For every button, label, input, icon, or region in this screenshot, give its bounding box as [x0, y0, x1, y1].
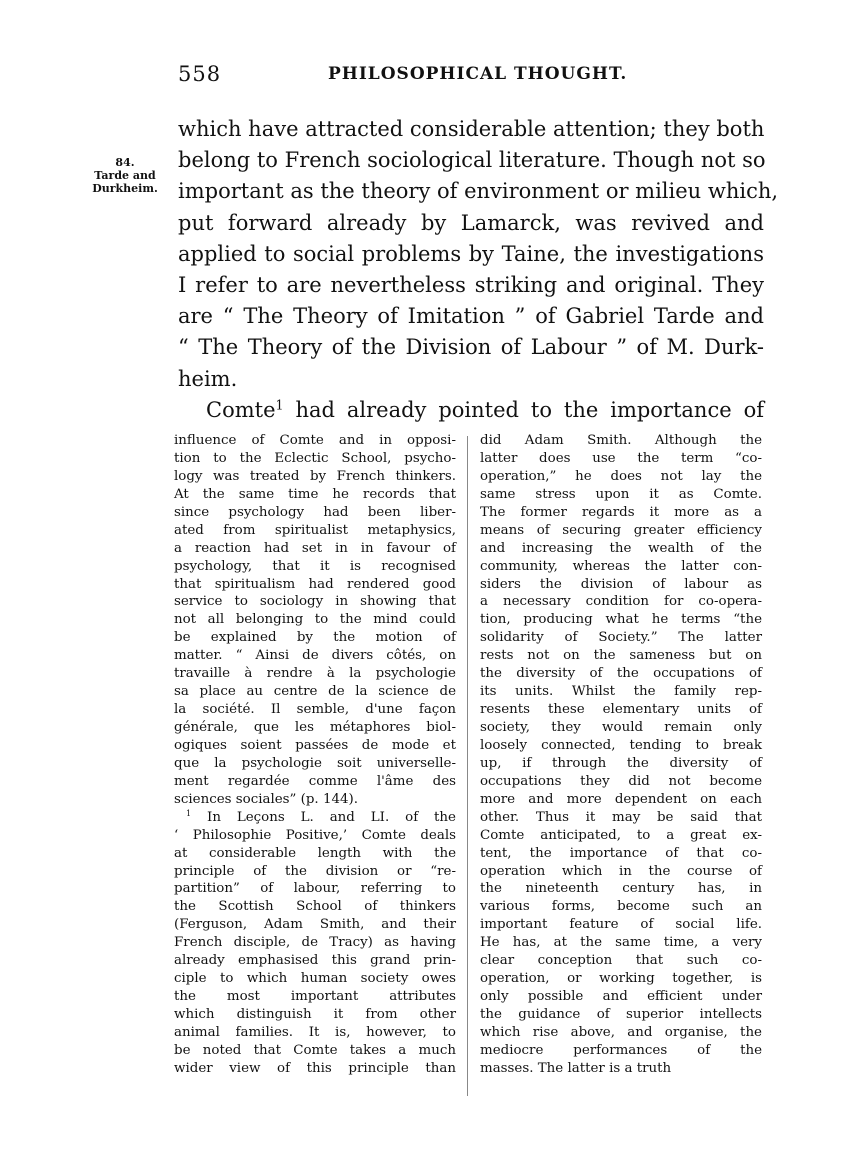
text-line: are “ The Theory of Imitation ” of Gabriel Tarde and — [178, 304, 764, 329]
footnote-line: générale, que les métaphores biol- — [174, 720, 456, 735]
footnote-line: the diversity of the occupations of — [480, 666, 762, 682]
footnote-line — [174, 809, 456, 827]
text-line: “ The Theory of the Division of Labour ” of M. Durk- — [178, 335, 764, 360]
footnote-line: since psychology had been liber- — [174, 504, 456, 520]
text-line: put forward already by Lamarck, was revived and — [178, 210, 764, 235]
footnote-line: matter. “ Ainsi de divers côtés, on — [174, 648, 456, 664]
footnote-line: latter does use the term “co- — [480, 450, 762, 466]
footnote-line: masses. The latter is a truth — [480, 1060, 672, 1076]
running-title: PHILOSOPHICAL THOUGHT. — [328, 64, 628, 84]
footnote-line: did Adam Smith. Although the — [480, 433, 762, 448]
text-fragment: had already pointed to the importance of — [283, 397, 764, 422]
footnote-line: its units. Whilst the family rep- — [480, 684, 762, 700]
footnote-line: more and more dependent on each — [480, 791, 762, 807]
footnote-line: French disciple, de Tracy) as having — [174, 935, 456, 951]
column-divider — [467, 436, 468, 1096]
footnote-line: community, whereas the latter con- — [480, 558, 762, 574]
footnote-line: be explained by the motion of — [174, 630, 456, 646]
footnote-line: sa place au centre de la science de — [174, 684, 456, 700]
margin-note-line: Durkheim. — [92, 182, 158, 195]
footnote-line: solidarity of Society.” The latter — [480, 630, 762, 646]
text-line-with-footnote-ref — [178, 395, 764, 426]
footnote-line: influence of Comte and in opposi- — [174, 433, 456, 448]
footnote-marker: 1 — [186, 808, 192, 818]
footnote-line: same stress upon it as Comte. — [480, 486, 762, 502]
footnote-line: a necessary condition for co-opera- — [480, 594, 762, 610]
footnote-column-left — [174, 432, 456, 1078]
footnote-line: the guidance of superior intellects — [480, 1007, 762, 1022]
footnote-line: Comte anticipated, to a great ex- — [480, 827, 762, 843]
footnote-reference: 1 — [275, 397, 284, 413]
footnote-line: which rise above, and organise, the — [480, 1024, 762, 1040]
footnote-line: other. Thus it may be said that — [480, 809, 762, 825]
footnote-line: which distinguish it from other — [174, 1007, 456, 1022]
margin-note-number: 84. — [115, 156, 135, 169]
footnote-line: He has, at the same time, a very — [480, 935, 762, 951]
footnote-line: (Ferguson, Adam Smith, and their — [174, 917, 456, 933]
text-line: heim. — [178, 366, 238, 391]
footnote-line: ated from spiritualist metaphysics, — [174, 522, 456, 538]
text-line: I refer to are nevertheless striking and original. They — [178, 272, 764, 297]
text-line: applied to social problems by Taine, the investigations — [178, 241, 764, 266]
footnote-line: rests not on the sameness but on — [480, 648, 762, 664]
footnote-line: be noted that Comte takes a much — [174, 1042, 456, 1058]
text-fragment: In Leçons L. and LI. of the — [191, 809, 456, 825]
main-text — [178, 114, 779, 426]
footnote-line: principle of the division or “re- — [174, 863, 456, 879]
footnote-line: clear conception that such co- — [480, 953, 762, 969]
footnote-line: means of securing greater efficiency — [480, 522, 762, 538]
footnote-line: logy was treated by French thinkers. — [174, 468, 456, 484]
margin-note-line: Tarde and — [94, 169, 156, 182]
footnote-line: tion, producing what he terms “the — [480, 612, 762, 628]
footnote-line: operation which in the course of — [480, 863, 762, 879]
footnote-column-right — [480, 432, 762, 1078]
footnote-line: ‘ Philosophie Positive,’ Comte deals — [174, 827, 456, 843]
footnote-line: mediocre performances of the — [480, 1042, 762, 1058]
footnote-line: tent, the importance of that co- — [480, 845, 762, 861]
footnote-line: resents these elementary units of — [480, 702, 762, 718]
footnote-line: loosely connected, tending to break — [480, 737, 762, 753]
footnote-line: operation, or working together, is — [480, 971, 762, 987]
footnote-line: animal families. It is, however, to — [174, 1024, 456, 1040]
footnote-line: society, they would remain only — [480, 720, 762, 735]
footnote-line: sciences sociales” (p. 144). — [174, 791, 358, 807]
footnote-line: not all belonging to the mind could — [174, 612, 456, 628]
footnote-line: que la psychologie soit universelle- — [174, 755, 456, 771]
footnote-line: wider view of this principle than — [174, 1060, 456, 1076]
page-number: 558 — [178, 62, 222, 86]
text-fragment: Comte — [206, 397, 276, 422]
page-header — [178, 62, 764, 88]
footnote-line: service to sociology in showing that — [174, 594, 456, 610]
footnote-line: siders the division of labour as — [480, 576, 762, 592]
margin-note — [86, 156, 164, 195]
footnote-line: ogiques soient passées de mode et — [174, 737, 456, 753]
text-line: important as the theory of environment or milieu which, — [178, 179, 779, 204]
text-line: which have attracted considerable attention; they both — [178, 117, 765, 141]
footnote-line: the most important attributes — [174, 989, 456, 1005]
footnote-line: up, if through the diversity of — [480, 755, 762, 771]
footnote-line: travaille à rendre à la psychologie — [174, 666, 456, 682]
footnote-line: and increasing the wealth of the — [480, 540, 762, 556]
footnote-line: ciple to which human society owes — [174, 971, 456, 987]
footnote-line: at considerable length with the — [174, 845, 456, 861]
footnote-line: psychology, that it is recognised — [174, 558, 456, 574]
footnote-line: that spiritualism had rendered good — [174, 576, 456, 592]
footnote-line: la société. Il semble, d'une façon — [174, 702, 456, 718]
footnote-line: operation,” he does not lay the — [480, 468, 762, 484]
footnote-line: ment regardée comme l'âme des — [174, 773, 456, 789]
footnote-line: important feature of social life. — [480, 917, 762, 933]
footnote-line: the Scottish School of thinkers — [174, 899, 456, 915]
footnote-line: partition” of labour, referring to — [174, 881, 456, 897]
footnote-line: various forms, become such an — [480, 899, 762, 915]
footnote-line: a reaction had set in in favour of — [174, 540, 456, 556]
footnote-line: occupations they did not become — [480, 773, 762, 789]
footnote-line: The former regards it more as a — [480, 504, 762, 520]
footnote-line: already emphasised this grand prin- — [174, 953, 456, 969]
text-line: belong to French sociological literature. Though not so — [178, 148, 766, 173]
footnote-line: only possible and efficient under — [480, 989, 762, 1005]
footnote-line: At the same time he records that — [174, 486, 456, 502]
footnote-line: the nineteenth century has, in — [480, 881, 762, 897]
footnote-line: tion to the Eclectic School, psycho- — [174, 450, 456, 466]
